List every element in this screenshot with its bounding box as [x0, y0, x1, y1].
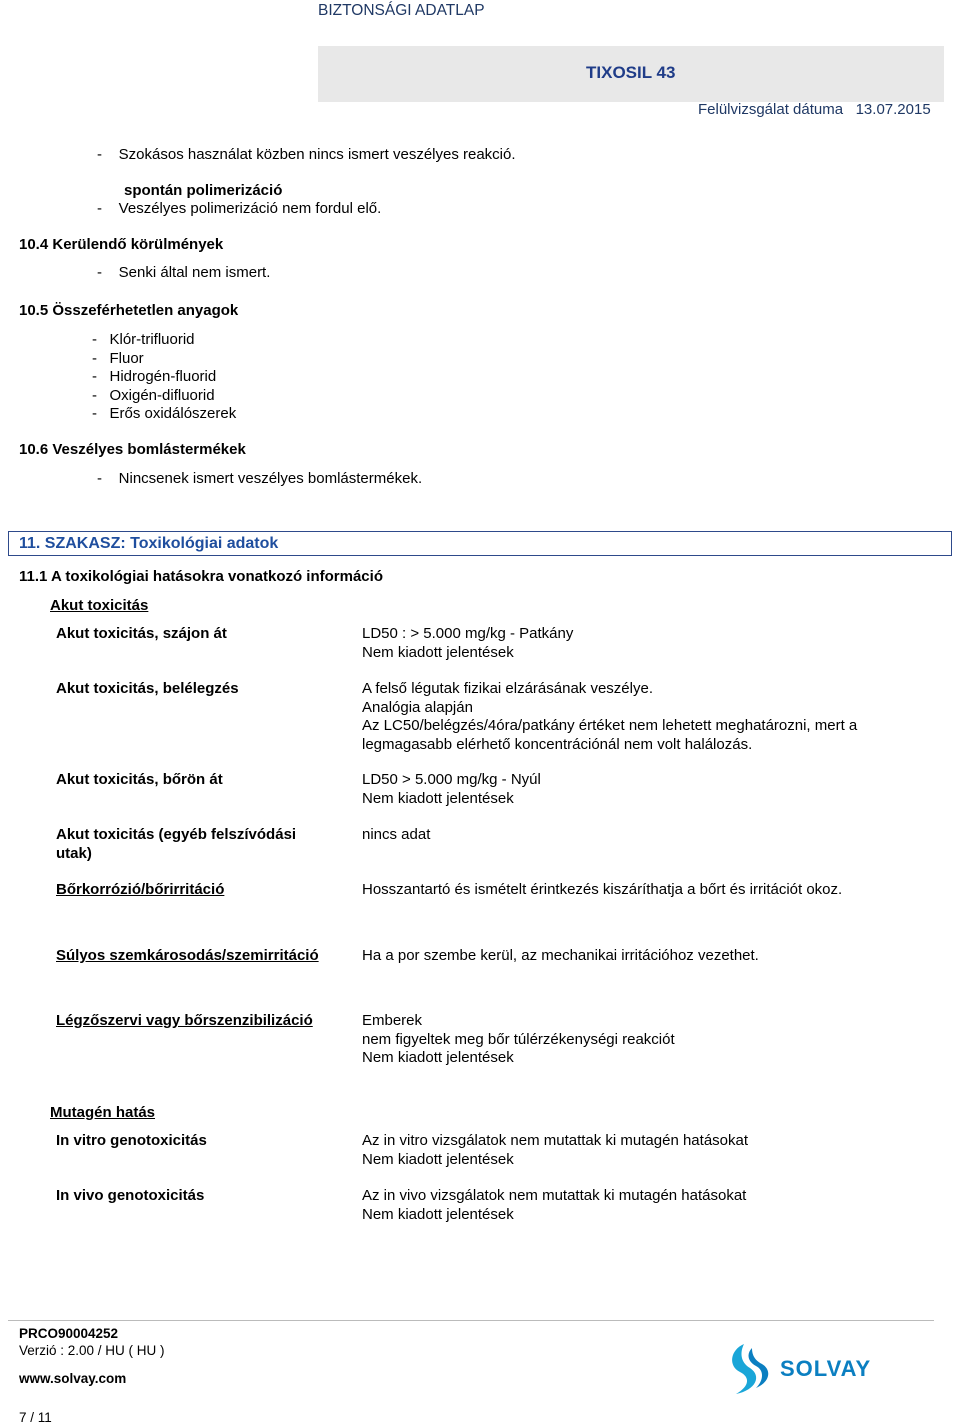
list-item: - Erős oxidálószerek: [92, 405, 237, 422]
page-number: 7 / 11: [19, 1410, 52, 1425]
eye-damage-label: Súlyos szemkárosodás/szemirritáció: [56, 947, 319, 964]
eye-damage-value: Ha a por szembe kerül, az mechanikai irritációhoz vezethet.: [362, 947, 759, 964]
acute-toxicity-heading: Akut toxicitás: [50, 597, 149, 614]
heading-10-5: 10.5 Összeférhetetlen anyagok: [19, 302, 239, 319]
other-routes-value: nincs adat: [362, 826, 431, 843]
solvay-logo: [722, 1340, 872, 1398]
polymerization-line: - Veszélyes polimerizáció nem fordul elő.: [97, 200, 382, 217]
inhalation-toxicity-value: A felső légutak fizikai elzárásának veszélye. Analógia alapján Az LC50/belégzés/4óra/patkány értéket nem lehetett meghatározni, mert a legmagasabb elérhető koncentrációnál nem volt halálozás.: [362, 680, 858, 753]
revision-date-line: [698, 101, 931, 118]
invitro-label: In vitro genotoxicitás: [56, 1132, 207, 1149]
logo-wordmark: SOLVAY: [780, 1356, 872, 1381]
sensitisation-label: Légzőszervi vagy bőrszenzibilizáció: [56, 1012, 313, 1029]
invivo-value: Az in vivo vizsgálatok nem mutattak ki mutagén hatásokat Nem kiadott jelentések: [362, 1187, 747, 1223]
footer-divider: [8, 1320, 934, 1321]
reaction-line: - Szokásos használat közben nincs ismert veszélyes reakció.: [97, 146, 516, 163]
skin-corrosion-value: Hosszantartó és ismételt érintkezés kiszáríthatja a bőrt és irritációt okoz.: [362, 881, 843, 898]
section-11-title: 11. SZAKASZ: Toxikológiai adatok: [19, 535, 279, 552]
heading-10-4: 10.4 Kerülendő körülmények: [19, 236, 224, 253]
other-routes-label: Akut toxicitás (egyéb felszívódási utak): [56, 826, 297, 862]
dermal-toxicity-value: LD50 > 5.000 mg/kg - Nyúl Nem kiadott jelentések: [362, 771, 541, 807]
avoid-conditions-item: - Senki által nem ismert.: [97, 264, 271, 281]
oral-toxicity-label: Akut toxicitás, szájon át: [56, 625, 227, 642]
dermal-toxicity-label: Akut toxicitás, bőrön át: [56, 771, 223, 788]
document-title: BIZTONSÁGI ADATLAP: [318, 2, 485, 19]
list-item: - Fluor: [92, 349, 144, 367]
list-item: - Oxigén-difluorid: [92, 386, 215, 404]
heading-10-6: 10.6 Veszélyes bomlástermékek: [19, 441, 246, 458]
website-link[interactable]: www.solvay.com: [19, 1371, 127, 1386]
revision-label: Felülvizsgálat dátuma: [698, 101, 844, 118]
list-item: - Hidrogén-fluorid: [92, 368, 217, 385]
mutagenicity-heading: Mutagén hatás: [50, 1104, 156, 1121]
list-item: - Klór-trifluorid: [92, 331, 195, 348]
polymerization-heading: spontán polimerizáció: [124, 182, 283, 199]
product-code: PRCO90004252: [19, 1326, 119, 1341]
invitro-value: Az in vitro vizsgálatok nem mutattak ki mutagén hatásokat Nem kiadott jelentések: [362, 1132, 749, 1168]
invivo-label: In vivo genotoxicitás: [56, 1187, 205, 1204]
inhalation-toxicity-label: Akut toxicitás, belélegzés: [56, 680, 239, 697]
product-name: TIXOSIL 43: [586, 63, 676, 82]
incompatible-materials-list: [92, 331, 236, 424]
oral-toxicity-value: LD50 : > 5.000 mg/kg - Patkány Nem kiadott jelentések: [362, 625, 574, 661]
subsection-11-1: 11.1 A toxikológiai hatásokra vonatkozó információ: [19, 568, 383, 585]
decomposition-item: - Nincsenek ismert veszélyes bomlástermékek.: [97, 470, 423, 487]
sensitisation-value: Emberek nem figyeltek meg bőr túlérzékenységi reakciót Nem kiadott jelentések: [362, 1012, 675, 1066]
version-info: Verzió : 2.00 / HU ( HU ): [19, 1343, 165, 1358]
skin-corrosion-label: Bőrkorrózió/bőrirritáció: [56, 881, 225, 898]
revision-date: 13.07.2015: [855, 101, 931, 118]
